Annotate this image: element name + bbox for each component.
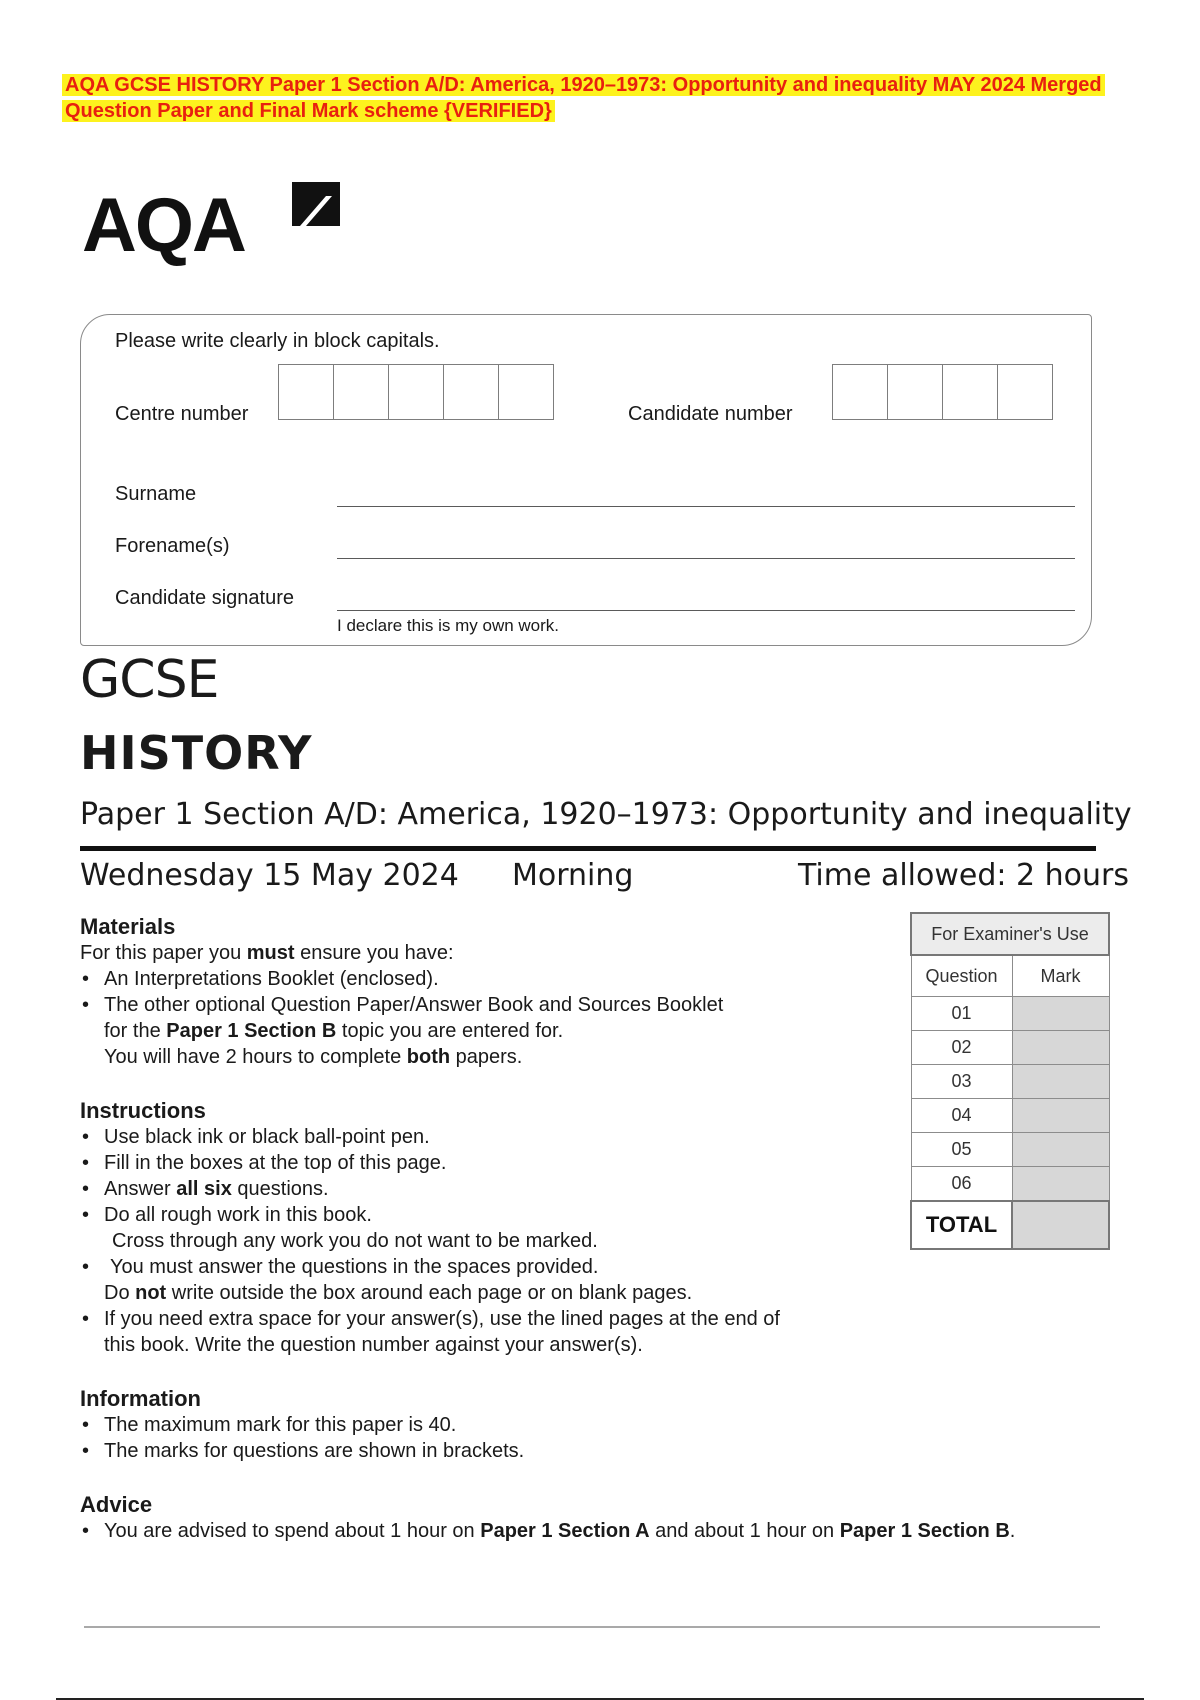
surname-label: Surname (115, 483, 197, 505)
exam-date: Wednesday 15 May 2024 (80, 858, 459, 893)
paper-title: Paper 1 Section A/D: America, 1920–1973: Opportunity and inequality (80, 797, 1132, 832)
candidate-number-boxes[interactable] (832, 364, 1052, 420)
centre-digit-box[interactable] (388, 364, 444, 420)
block-capitals-instruction: Please write clearly in block capitals. (115, 330, 440, 352)
examiner-use-table (910, 912, 1110, 1250)
banner-text: AQA GCSE HISTORY Paper 1 Section A/D: America, 1920–1973: Opportunity and inequality MAY 2024 Merged Question Paper and Final Mark scheme {VERIFIED} (62, 74, 1105, 122)
mark-cell (1012, 1031, 1109, 1065)
list-item: • Use black ink or black ball-point pen. (80, 1124, 940, 1150)
advice-section (80, 1492, 1140, 1544)
list-item: • You are advised to spend about 1 hour on Paper 1 Section A and about 1 hour on Paper 1 Section B. (80, 1518, 1140, 1544)
list-item: • Fill in the boxes at the top of this page. (80, 1150, 940, 1176)
centre-digit-box[interactable] (333, 364, 389, 420)
table-row (911, 1133, 1109, 1167)
declaration-text: I declare this is my own work. (337, 616, 560, 635)
table-row (911, 1099, 1109, 1133)
aqa-logo (82, 176, 352, 276)
total-row (911, 1201, 1109, 1249)
centre-digit-box[interactable] (443, 364, 499, 420)
list-item: • Answer all six questions. (80, 1176, 940, 1202)
candidate-digit-box[interactable] (887, 364, 943, 420)
forenames-line[interactable] (337, 558, 1075, 559)
centre-number-label: Centre number (115, 403, 249, 425)
centre-digit-box[interactable] (278, 364, 334, 420)
question-number: 03 (911, 1065, 1012, 1099)
forenames-label: Forename(s) (115, 535, 230, 557)
title-divider (80, 846, 1096, 851)
table-row (911, 1065, 1109, 1099)
advice-heading: Advice (80, 1492, 153, 1517)
table-row (911, 1031, 1109, 1065)
information-section (80, 1386, 940, 1464)
mark-cell (1012, 1167, 1109, 1202)
subject-title: HISTORY (80, 726, 313, 780)
centre-digit-box[interactable] (498, 364, 554, 420)
total-mark-cell (1012, 1201, 1109, 1249)
surname-line[interactable] (337, 506, 1075, 507)
question-number: 02 (911, 1031, 1012, 1065)
materials-heading: Materials (80, 914, 176, 939)
signature-label: Candidate signature (115, 587, 295, 609)
time-allowed: Time allowed: 2 hours (798, 858, 1130, 893)
materials-intro: For this paper you must ensure you have: (80, 942, 454, 964)
instructions-section (80, 1098, 940, 1358)
question-number: 04 (911, 1099, 1012, 1133)
examiner-table-heading: For Examiner's Use (911, 913, 1109, 955)
exam-session: Morning (512, 858, 634, 893)
list-item: • If you need extra space for your answer(s), use the lined pages at the end of this book. Write the question number against your answer(s). (80, 1306, 940, 1358)
mark-column-header: Mark (1012, 955, 1109, 997)
mark-cell (1012, 997, 1109, 1031)
candidate-number-label: Candidate number (628, 403, 793, 425)
mark-cell (1012, 1133, 1109, 1167)
candidate-digit-box[interactable] (942, 364, 998, 420)
centre-number-boxes[interactable] (278, 364, 553, 420)
mark-cell (1012, 1065, 1109, 1099)
list-item: • Do all rough work in this book. Cross through any work you do not want to be marked. (80, 1202, 940, 1254)
information-heading: Information (80, 1386, 201, 1411)
list-item: • The maximum mark for this paper is 40. (80, 1412, 940, 1438)
list-item: • The marks for questions are shown in brackets. (80, 1438, 940, 1464)
instructions-heading: Instructions (80, 1098, 206, 1123)
title-banner (62, 72, 1142, 124)
question-number: 01 (911, 997, 1012, 1031)
total-label: TOTAL (911, 1201, 1012, 1249)
list-item: • The other optional Question Paper/Answer Book and Sources Booklet for the Paper 1 Section B topic you are entered for. You will have 2 hours to complete both papers. (80, 992, 940, 1070)
list-item: • You must answer the questions in the spaces provided. Do not write outside the box around each page or on blank pages. (80, 1254, 940, 1306)
question-number: 06 (911, 1167, 1012, 1202)
signature-line[interactable] (337, 610, 1075, 611)
materials-section (80, 914, 940, 1070)
table-row (911, 1167, 1109, 1202)
candidate-digit-box[interactable] (997, 364, 1053, 420)
question-column-header: Question (911, 955, 1012, 997)
list-item: • An Interpretations Booklet (enclosed). (80, 966, 940, 992)
logo-text: AQA (82, 183, 245, 268)
question-number: 05 (911, 1133, 1012, 1167)
qualification-title: GCSE (80, 650, 219, 710)
candidate-digit-box[interactable] (832, 364, 888, 420)
logo-mark-icon (286, 176, 346, 232)
mark-cell (1012, 1099, 1109, 1133)
table-row (911, 997, 1109, 1031)
footer-divider (84, 1626, 1100, 1628)
